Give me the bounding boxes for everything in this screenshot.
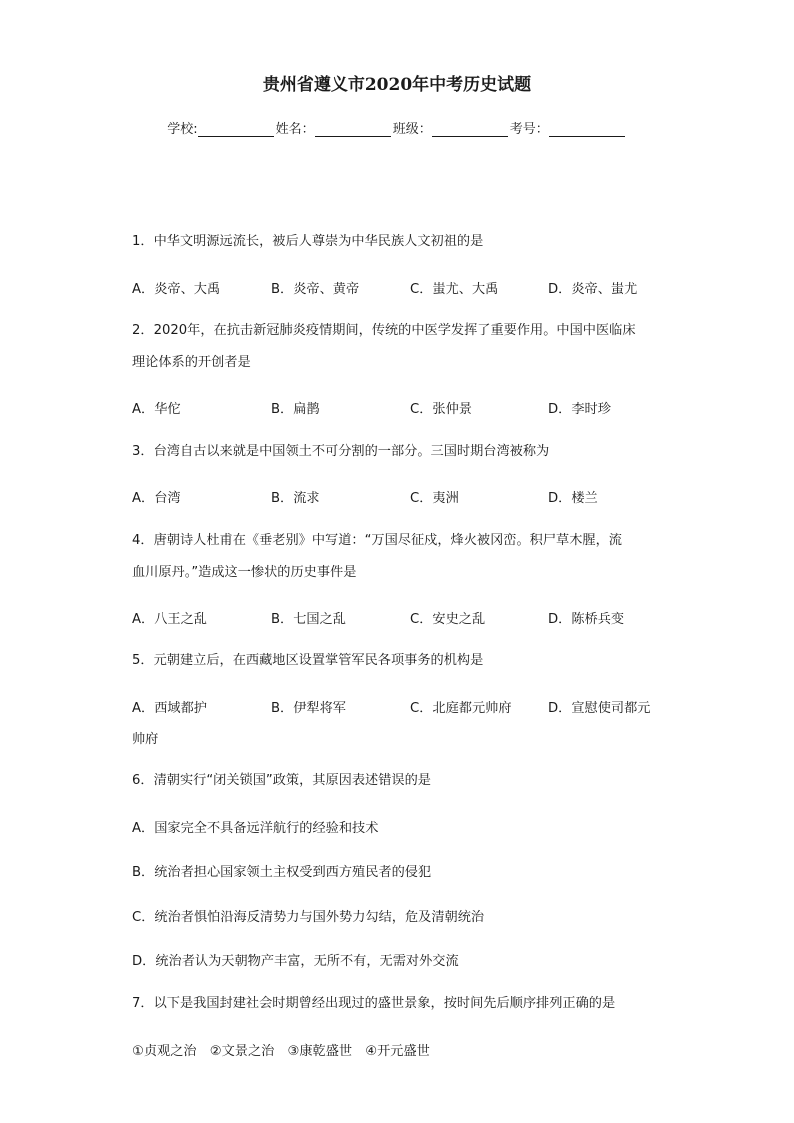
- question-2-option-b: B．扁鹊: [271, 402, 320, 417]
- name-blank[interactable]: [315, 122, 391, 137]
- page-title: 贵州省遵义市2020年中考历史试题: [262, 75, 532, 95]
- question-1-option-a: A．炎帝、大禹: [132, 282, 221, 297]
- question-5-option-b: B．伊犁将军: [271, 701, 346, 716]
- question-4-option-c: C．安史之乱: [410, 612, 486, 627]
- question-6-option-d: D．统治者认为天朝物产丰富，无所不有，无需对外交流: [132, 954, 459, 969]
- question-6-option-b: B．统治者担心国家领土主权受到西方殖民者的侵犯: [132, 865, 432, 880]
- question-5-option-c: C．北庭都元帅府: [410, 701, 512, 716]
- question-3-option-a: A．台湾: [132, 491, 181, 506]
- question-4-stem-line1: 4．唐朝诗人杜甫在《垂老别》中写道：“万国尽征戍，烽火被冈峦。积尸草木腥，流: [132, 533, 622, 548]
- question-6-option-c: C．统治者惧怕沿海反清势力与国外势力勾结，危及清朝统治: [132, 910, 485, 925]
- question-4-stem-line2: 血川原丹。”造成这一惨状的历史事件是: [132, 565, 357, 580]
- school-blank[interactable]: [198, 122, 274, 137]
- question-1-option-d: D．炎帝、蚩尤: [548, 282, 638, 297]
- question-2-option-c: C．张仲景: [410, 402, 472, 417]
- question-3-option-c: C．夷洲: [410, 491, 459, 506]
- question-5-option-a: A．西域都护: [132, 701, 207, 716]
- question-5-option-d-continuation: 帅府: [132, 732, 159, 747]
- question-4-option-d: D．陈桥兵变: [548, 612, 625, 627]
- class-label: 班级：: [392, 122, 432, 137]
- question-2-option-d: D．李时珍: [548, 402, 611, 417]
- school-label: 学校:: [167, 122, 198, 137]
- question-3-stem: 3．台湾自古以来就是中国领土不可分割的一部分。三国时期台湾被称为: [132, 444, 550, 459]
- question-2-stem-line1: 2．2020年，在抗击新冠肺炎疫情期间，传统的中医学发挥了重要作用。中国中医临床: [132, 323, 636, 338]
- question-5-stem: 5．元朝建立后，在西藏地区设置掌管军民各项事务的机构是: [132, 653, 484, 668]
- question-1-stem: 1．中华文明源远流长，被后人尊崇为中华民族人文初祖的是: [132, 234, 484, 249]
- question-6-stem: 6．清朝实行“闭关锁国”政策，其原因表述错误的是: [132, 773, 431, 788]
- name-label: 姓名：: [275, 122, 315, 137]
- exam-no-blank[interactable]: [549, 122, 625, 137]
- question-6-option-a: A．国家完全不具备远洋航行的经验和技术: [132, 821, 379, 836]
- question-4-option-b: B．七国之乱: [271, 612, 346, 627]
- question-7-items: ①贞观之治 ②文景之治 ③康乾盛世 ④开元盛世: [132, 1044, 430, 1059]
- question-2-option-a: A．华佗: [132, 402, 181, 417]
- question-1-option-b: B．炎帝、黄帝: [271, 282, 360, 297]
- question-5-option-d: D．宣慰使司都元: [548, 701, 651, 716]
- question-1-option-c: C．蚩尤、大禹: [410, 282, 499, 297]
- question-3-option-b: B．流求: [271, 491, 320, 506]
- question-7-stem: 7．以下是我国封建社会时期曾经出现过的盛世景象，按时间先后顺序排列正确的是: [132, 996, 616, 1011]
- question-4-option-a: A．八王之乱: [132, 612, 207, 627]
- question-3-option-d: D．楼兰: [548, 491, 598, 506]
- question-2-stem-line2: 理论体系的开创者是: [132, 355, 251, 370]
- student-info-line: [0, 118, 794, 137]
- exam-no-label: 考号：: [509, 122, 549, 137]
- class-blank[interactable]: [432, 122, 508, 137]
